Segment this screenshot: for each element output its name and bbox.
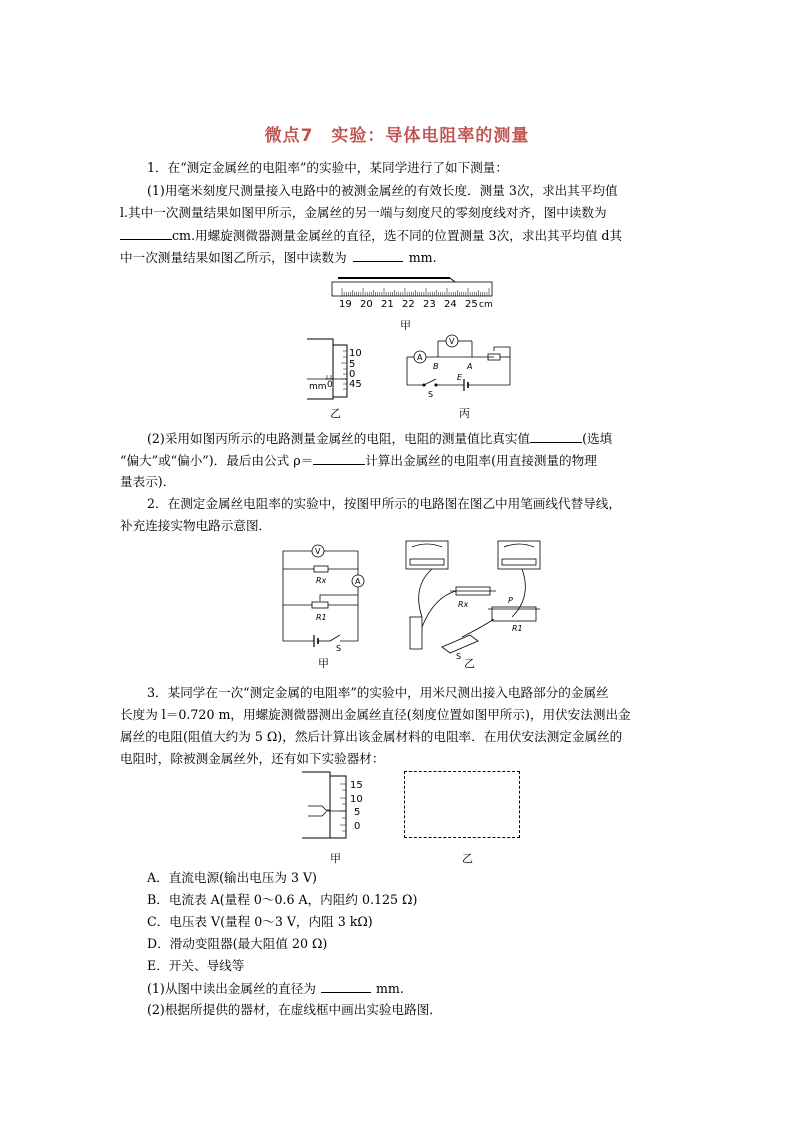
svg-text:S: S <box>428 390 434 399</box>
option-b: B．电流表 A(量程 0～0.6 A，内阻约 0.125 Ω) <box>147 892 418 907</box>
option-d: D．滑动变阻器(最大阻值 20 Ω) <box>147 936 328 951</box>
ruler-tick-label: 25 <box>465 299 478 310</box>
q1-p1-line4: 中一次测量结果如图乙所示，图中读数为 mm. <box>120 250 437 265</box>
mic-scale-label: 10 <box>349 348 362 359</box>
ruler-tick-label: 23 <box>423 299 436 310</box>
figure-caption-q2-jia: 甲 <box>318 657 329 670</box>
mic-zero-label: 0 <box>327 380 333 390</box>
q1-p1-line3: cm.用螺旋测微器测量金属丝的直径，选不同的位置测量 3次，求出其平均值 d其 <box>120 227 622 244</box>
figure-caption-q3-yi: 乙 <box>462 852 473 865</box>
mic-scale-label: 0 <box>354 821 361 832</box>
q1-p1-line1: (1)用毫米刻度尺测量接入电路中的被测金属丝的有效长度．测量 3次，求出其平均值 <box>147 183 618 198</box>
figure-caption-jia: 甲 <box>400 319 411 332</box>
answer-blank-bias[interactable] <box>530 430 582 443</box>
micrometer-figure-q1 <box>305 337 375 405</box>
ruler-tick-label: 20 <box>360 299 373 310</box>
answer-blank-q3-diameter[interactable] <box>321 980 371 993</box>
svg-text:R1: R1 <box>512 624 523 633</box>
ruler-tick-label: 24 <box>444 299 457 310</box>
svg-text:R1: R1 <box>316 613 327 622</box>
answer-blank-length[interactable] <box>120 227 172 240</box>
q3-line3: 属丝的电阻(阻值大约为 5 Ω)，然后计算出该金属材料的电阻率．在用伏安法测定金属丝的 <box>120 729 623 744</box>
q1-p2-line3: 量表示)． <box>120 474 176 489</box>
svg-text:Rx: Rx <box>316 576 327 585</box>
answer-blank-diameter[interactable] <box>353 249 403 262</box>
circuit-figure-q2-jia <box>278 543 373 653</box>
q3-line4: 电阻时，除被测金属丝外，还有如下实验器材： <box>120 751 385 766</box>
q1-p2-line1: (2)采用如图丙所示的电路测量金属丝的电阻，电阻的测量值比真实值 (选填 <box>147 431 613 446</box>
micrometer-figure-q3 <box>300 770 380 842</box>
option-e: E．开关、导线等 <box>147 958 245 973</box>
q1-p2-line2: “偏大”或“偏小”)．最后由公式 ρ＝ 计算出金属丝的电阻率(用直接测量的物理 <box>120 453 597 468</box>
q2-line1: 2．在测定金属丝电阻率的实验中，按图甲所示的电路图在图乙中用笔画线代替导线， <box>147 496 621 511</box>
svg-text:S: S <box>336 644 342 653</box>
ruler-figure <box>330 276 500 318</box>
apparatus-figure-q2-yi <box>402 537 547 662</box>
ruler-unit-label: cm <box>479 300 493 310</box>
mic-scale-label: 5 <box>349 359 356 370</box>
battery <box>410 617 422 649</box>
mic-unit-label: mm <box>309 382 327 392</box>
ruler-tick-label: 22 <box>402 299 415 310</box>
mic-scale-label: 15 <box>350 780 363 791</box>
figure-caption-q2-yi: 乙 <box>464 657 475 670</box>
mic-scale-label: 5 <box>354 807 361 818</box>
svg-text:V: V <box>449 337 455 346</box>
svg-text:B: B <box>433 362 439 371</box>
figure-caption-bing: 丙 <box>459 407 470 420</box>
page-title: 微点7 实验：导体电阻率的测量 <box>264 126 530 146</box>
figure-caption-yi: 乙 <box>330 407 341 420</box>
mic-scale-label: 45 <box>349 379 362 390</box>
svg-text:V: V <box>315 547 321 556</box>
q3-line2: 长度为 l＝0.720 m，用螺旋测微器测出金属丝直径(刻度位置如图甲所示)，用伏安法测出金 <box>120 707 631 722</box>
circuit-drawing-box[interactable] <box>404 771 520 838</box>
svg-text:A: A <box>417 353 423 362</box>
svg-text:E: E <box>457 373 463 382</box>
answer-blank-formula[interactable] <box>313 452 365 465</box>
svg-text:S: S <box>456 652 462 661</box>
q3-sub1: (1)从图中读出金属丝的直径为 mm. <box>147 981 404 996</box>
svg-text:P: P <box>508 596 513 605</box>
q1-p1-line2: l.其中一次测量结果如图甲所示，金属丝的另一端与刻度尺的零刻度线对齐，图中读数为 <box>120 205 607 220</box>
svg-text:A: A <box>355 577 361 586</box>
q1-intro: 1．在“测定金属丝的电阻率”的实验中，某同学进行了如下测量： <box>147 160 508 175</box>
thimble <box>330 776 346 838</box>
figure-caption-q3-jia: 甲 <box>330 852 341 865</box>
ruler-tick-label: 19 <box>339 299 352 310</box>
q2-line2: 补充连接实物电路示意图． <box>120 518 272 533</box>
mic-scale-label: 0 <box>349 369 356 380</box>
switch-device <box>442 635 478 653</box>
svg-text:A: A <box>467 362 473 371</box>
circuit-figure-bing <box>402 333 522 403</box>
option-a: A．直流电源(输出电压为 3 V) <box>147 870 317 885</box>
ruler-tick-label: 21 <box>381 299 394 310</box>
q3-sub2: (2)根据所提供的器材，在虚线框中画出实验电路图． <box>147 1002 442 1017</box>
ruler-labels <box>339 299 493 310</box>
svg-text:Rx: Rx <box>458 600 469 609</box>
q3-line1: 3．某同学在一次“测定金属的电阻率”的实验中，用米尺测出接入电路部分的金属丝 <box>147 685 609 700</box>
mic-scale-label: 10 <box>350 794 363 805</box>
option-c: C．电压表 V(量程 0～3 V，内阻 3 kΩ) <box>147 914 373 929</box>
